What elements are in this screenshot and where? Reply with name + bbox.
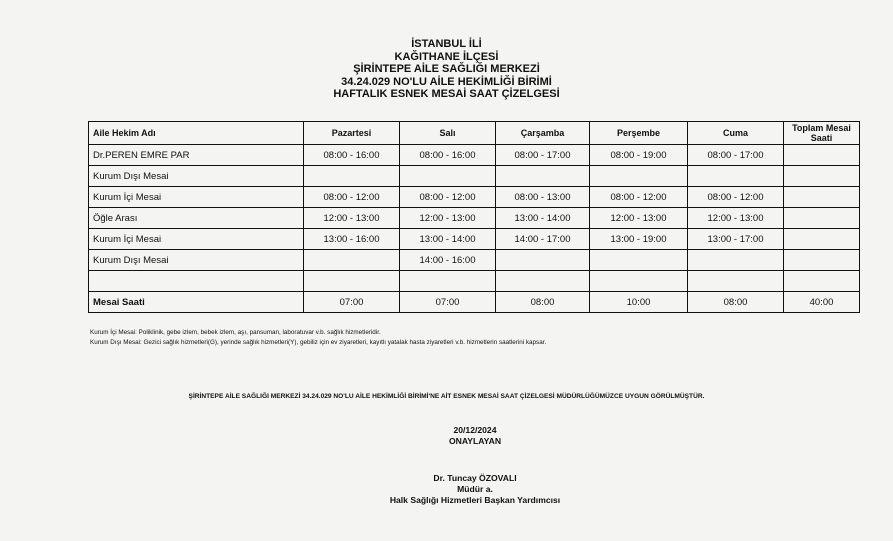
table-header-row: [89, 122, 860, 145]
table-row: [89, 250, 860, 271]
table-cell: [304, 166, 400, 187]
note-internal: Kurum İçi Mesai: Poliklinik, gebe izlem, bebek izlem, aşı, pansuman, laboratuvar v.b. sağlık hizmetleridir.: [90, 329, 381, 336]
table-cell: [590, 271, 688, 292]
row-label: [89, 271, 304, 292]
column-header: Toplam Mesai Saati: [784, 122, 860, 145]
table-cell: 10:00: [590, 292, 688, 313]
note-external: Kurum Dışı Mesai: Gezici sağlık hizmetleri(G), yerinde sağlık hizmetleri(Y), gebiliz için ev ziyaretleri, kayıtlı yatalak hasta ziyaretleri v.b. hizmetlerin saatlerini kapsar.: [90, 339, 547, 346]
signature-name: Dr. Tuncay ÖZOVALI: [433, 473, 517, 483]
signature-role: ONAYLAYAN: [448, 436, 502, 446]
signature-date: 20/12/2024: [453, 425, 497, 435]
column-header: Pazartesi: [304, 122, 400, 145]
table-cell: 12:00 - 13:00: [304, 208, 400, 229]
row-label: Dr.PEREN EMRE PAR: [89, 145, 304, 166]
table-row: [89, 166, 860, 187]
table-cell: 08:00 - 12:00: [400, 187, 496, 208]
table-cell: [784, 271, 860, 292]
table-cell: 08:00 - 12:00: [304, 187, 400, 208]
table-cell: [590, 250, 688, 271]
table-cell: [688, 250, 784, 271]
column-header: Cuma: [688, 122, 784, 145]
approval-statement: ŞİRİNTEPE AİLE SAĞLIĞI MERKEZİ 34.24.029 NO'LU AİLE HEKİMLİĞİ BİRİMİ'NE AİT ESNEK MESAİ SAAT ÇİZELGESİ MÜDÜRLÜĞÜMÜZCE UYGUN GÖRÜLMÜŞTÜR.: [188, 393, 705, 400]
row-label: Kurum Dışı Mesai: [89, 250, 304, 271]
schedule-table: [88, 121, 860, 313]
table-cell: 40:00: [784, 292, 860, 313]
row-label: Kurum İçi Mesai: [89, 187, 304, 208]
total-row: [89, 292, 860, 313]
column-header: Aile Hekim Adı: [89, 122, 304, 145]
table-cell: 12:00 - 13:00: [590, 208, 688, 229]
table-cell: 12:00 - 13:00: [688, 208, 784, 229]
row-label: Kurum İçi Mesai: [89, 229, 304, 250]
table-cell: 13:00 - 14:00: [400, 229, 496, 250]
table-cell: [784, 145, 860, 166]
table-cell: 13:00 - 16:00: [304, 229, 400, 250]
table-cell: 14:00 - 17:00: [496, 229, 590, 250]
table-cell: [496, 166, 590, 187]
header-district: KAĞITHANE İLÇESİ: [394, 50, 499, 63]
table-cell: 07:00: [400, 292, 496, 313]
table-cell: 08:00 - 13:00: [496, 187, 590, 208]
table-cell: 13:00 - 19:00: [590, 229, 688, 250]
table-cell: 08:00: [688, 292, 784, 313]
table-cell: [784, 166, 860, 187]
signature-title: Müdür a.: [457, 484, 493, 494]
table-cell: 08:00 - 16:00: [400, 145, 496, 166]
column-header: Çarşamba: [496, 122, 590, 145]
row-label: Öğle Arası: [89, 208, 304, 229]
table-cell: [784, 187, 860, 208]
table-cell: [784, 229, 860, 250]
table-row: [89, 187, 860, 208]
table-cell: 13:00 - 17:00: [688, 229, 784, 250]
table-cell: [496, 271, 590, 292]
table-cell: 08:00: [496, 292, 590, 313]
table-cell: 08:00 - 12:00: [590, 187, 688, 208]
table-cell: 08:00 - 16:00: [304, 145, 400, 166]
table-cell: [688, 271, 784, 292]
table-cell: 14:00 - 16:00: [400, 250, 496, 271]
table-cell: [496, 250, 590, 271]
signature-date-block: [0, 425, 893, 447]
table-cell: [304, 271, 400, 292]
column-header: Perşembe: [590, 122, 688, 145]
table-cell: 08:00 - 19:00: [590, 145, 688, 166]
table-cell: 08:00 - 17:00: [496, 145, 590, 166]
table-cell: 12:00 - 13:00: [400, 208, 496, 229]
table-cell: [590, 166, 688, 187]
table-row: [89, 229, 860, 250]
row-label: Kurum Dışı Mesai: [89, 166, 304, 187]
header-title: HAFTALIK ESNEK MESAİ SAAT ÇİZELGESİ: [333, 88, 560, 101]
table-cell: [784, 208, 860, 229]
header-province: İSTANBUL İLİ: [411, 38, 482, 50]
table-cell: 07:00: [304, 292, 400, 313]
table-cell: [400, 271, 496, 292]
table-cell: [784, 250, 860, 271]
header-health-center: ŞİRİNTEPE AİLE SAĞLIĞI MERKEZİ: [353, 63, 540, 76]
signature-position: Halk Sağlığı Hizmetleri Başkan Yardımcısı: [389, 495, 561, 505]
table-cell: 08:00 - 12:00: [688, 187, 784, 208]
table-cell: [304, 250, 400, 271]
column-header: Salı: [400, 122, 496, 145]
notes: [90, 328, 546, 348]
table-row: [89, 208, 860, 229]
table-cell: 13:00 - 14:00: [496, 208, 590, 229]
table-row: [89, 271, 860, 292]
signature-block: [0, 473, 893, 506]
table-cell: [688, 166, 784, 187]
table-row: [89, 145, 860, 166]
document-header: [0, 38, 893, 101]
table-cell: 08:00 - 17:00: [688, 145, 784, 166]
table-cell: [400, 166, 496, 187]
header-unit: 34.24.029 NO'LU AİLE HEKİMLİĞİ BİRİMİ: [341, 75, 552, 88]
row-label: Mesai Saati: [89, 292, 304, 313]
